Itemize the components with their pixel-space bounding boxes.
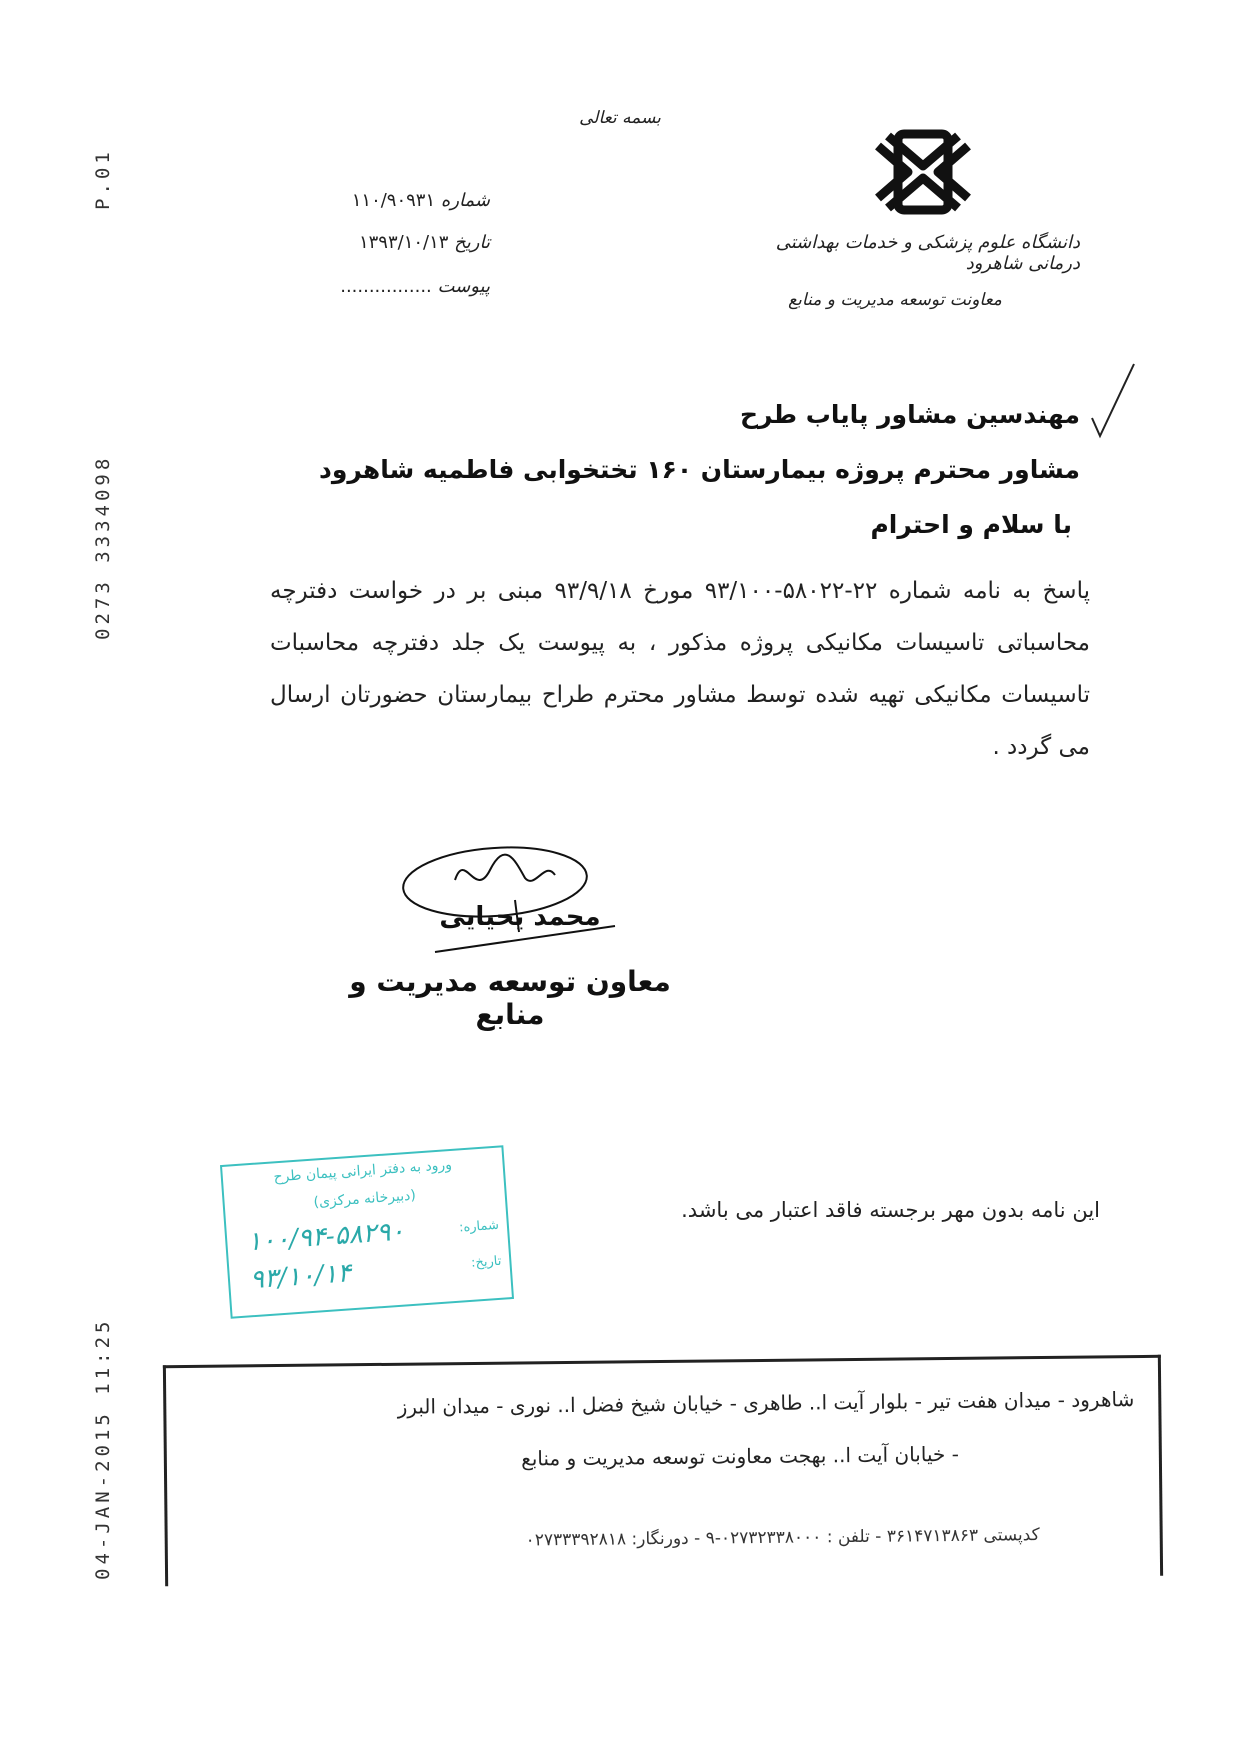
signer-name: محمد یحیایی [439,902,601,932]
footer-address-line-2: - خیابان آیت ا.. بهجت معاونت توسعه مدیریت و منابع [521,1441,959,1471]
top-heading: بسمه تعالی [579,108,661,128]
letter-number [250,190,490,211]
handwritten-signature [395,840,625,960]
fax-phone-number: 0273 3334098 [92,454,114,640]
validity-notice: این نامه بدون مهر برجسته فاقد اعتبار می باشد. [681,1198,1100,1222]
footer-address-line-1: شاهرود - میدان هفت تیر - بلوار آیت ا.. طاهری - خیابان شیخ فضل ا.. نوری - میدان البرز [397,1387,1135,1419]
university-logo [868,126,978,218]
letter-attachment-value: ................ [340,276,432,297]
letter-number-value: ۱۱۰/۹۰۹۳۱ [351,190,436,211]
letter-attachment-label: پیوست [437,276,490,297]
fax-page-label: P.01 [92,148,114,210]
letter-date-value: ۱۳۹۳/۱۰/۱۳ [358,232,449,253]
stamp-number-value: ۱۰۰/۹۴-۵۸۲۹۰ [246,1216,406,1258]
stamp-date-value: ۹۳/۱۰/۱۴ [249,1258,353,1296]
signer-title: معاون توسعه مدیریت و منابع [349,965,671,1031]
letter-attachment [250,276,490,297]
stamp-line-2: (دبیرخانه مرکزی) [313,1187,417,1211]
recipient-line-2: مشاور محترم پروژه بیمارستان ۱۶۰ تختخوابی فاطمیه شاهرود [318,455,1080,484]
greeting: با سلام و احترام [870,510,1072,539]
letter-number-label: شماره [440,190,490,211]
check-mark-icon [1088,360,1138,440]
department-name: معاونت توسعه مدیریت و منابع [788,290,1002,310]
university-name: دانشگاه علوم پزشکی و خدمات بهداشتی درمانی شاهرود [775,232,1080,274]
letter-date-label: تاریخ [454,232,490,253]
stamp-date-label: تاریخ: [470,1253,502,1271]
recipient-line-1: مهندسین مشاور پایاب طرح [739,400,1080,429]
received-stamp [220,1145,514,1318]
fax-datetime: 04-JAN-2015 11:25 [92,1317,114,1580]
letter-body: پاسخ به نامه شماره ۲۲-۵۸۰۲۲-۹۳/۱۰۰ مورخ ۹۳/۹/۱۸ مبنی بر در خواست دفترچه محاسباتی تاسیسات مکانیکی پروژه مذکور ، به پیوست یک جلد دفترچه محاسبات تاسیسات مکانیکی تهیه شده توسط مشاور محترم طراح بیمارستان حضورتان ارسال می گردد . [270,578,1090,760]
footer-address-box [163,1355,1163,1586]
stamp-line-1: ورود به دفتر ایرانی پیمان طرح [273,1156,453,1186]
stamp-number-label: شماره: [458,1217,500,1236]
letter-date [250,232,490,253]
footer-contact: کدپستی ۳۶۱۴۷۱۳۸۶۳ - تلفن : ۰۲۷۳۲۳۳۸۰۰۰-۹ - دورنگار: ۰۲۷۳۳۳۹۲۸۱۸ [525,1525,1040,1551]
